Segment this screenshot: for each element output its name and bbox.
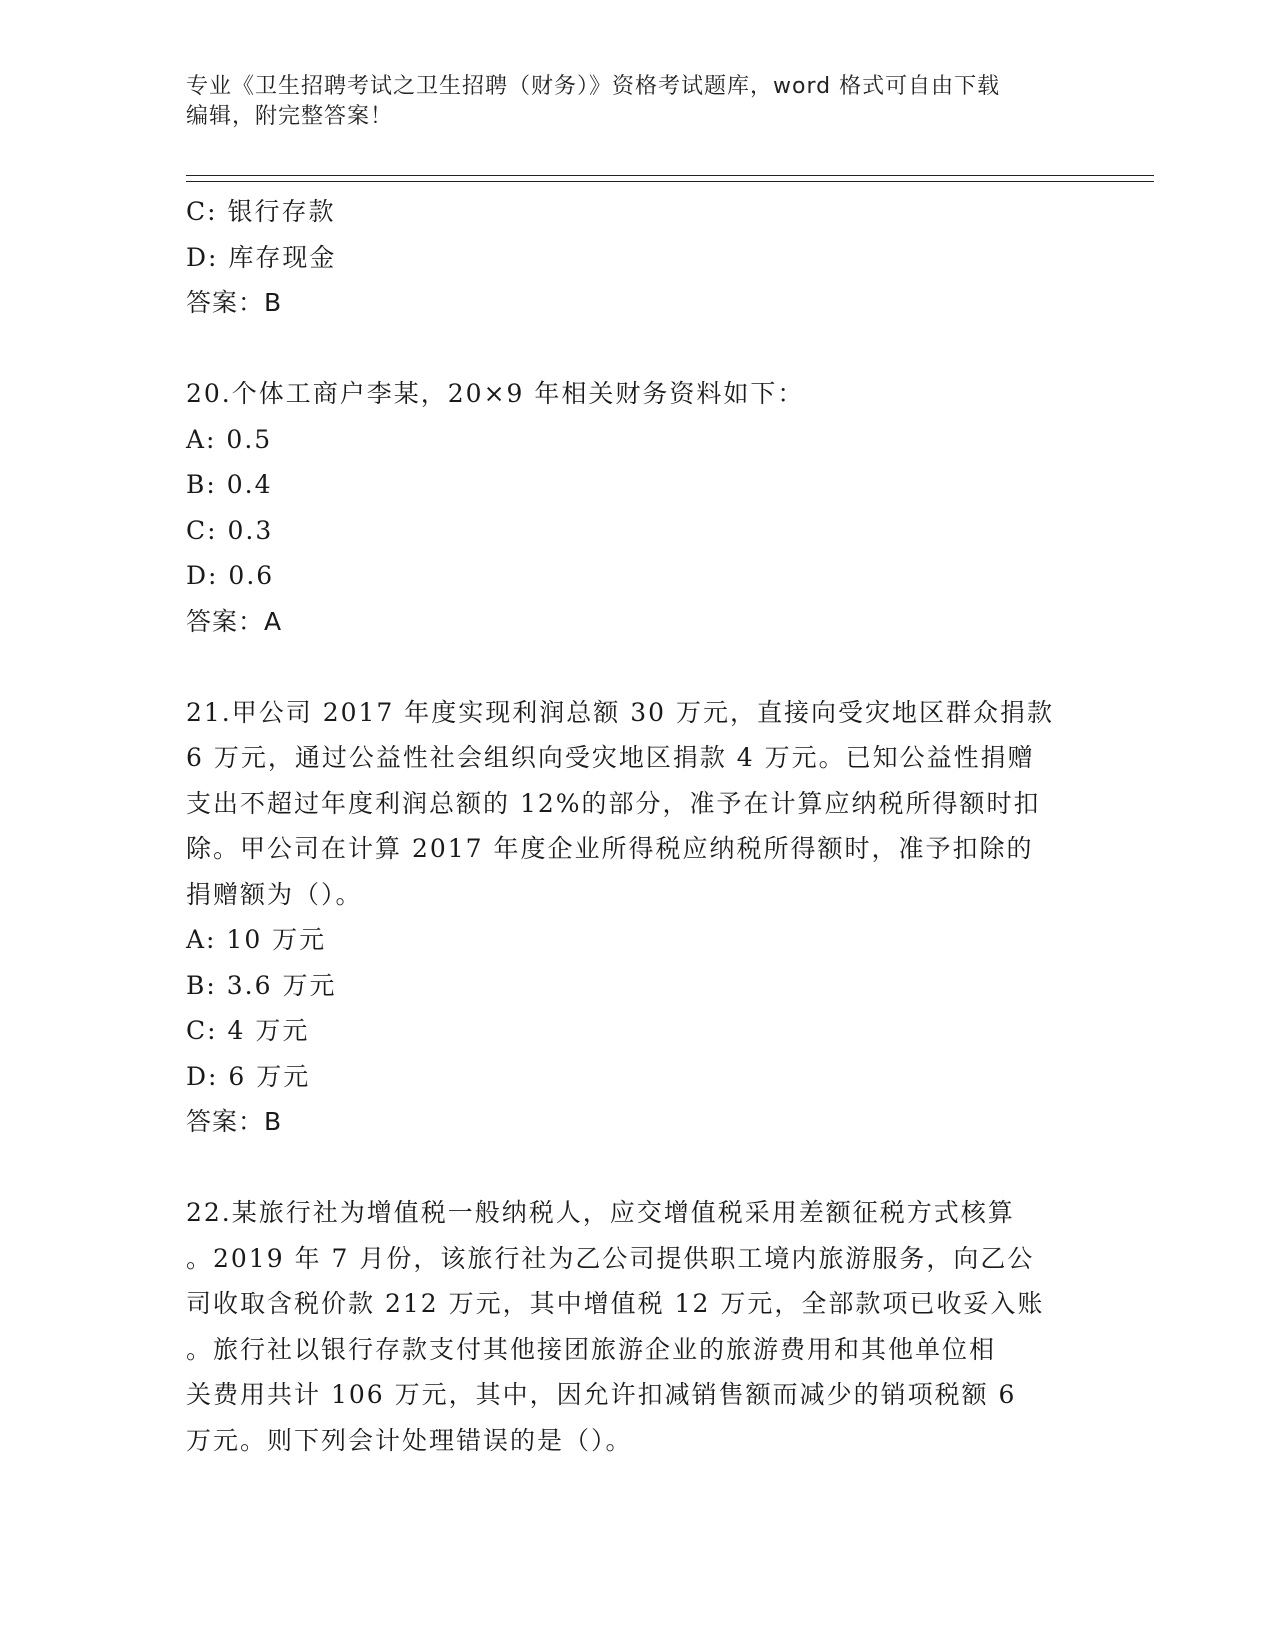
question-stem-line: 关费用共计 106 万元，其中，因允许扣减销售额而减少的销项税额 6: [186, 1380, 1017, 1409]
header-line-2: 编辑，附完整答案！: [186, 104, 394, 129]
option-d: D: 库存现金: [186, 242, 337, 272]
question-stem-line: 。旅行社以银行存款支付其他接团旅游企业的旅游费用和其他单位相: [186, 1334, 997, 1364]
question-21: [186, 690, 1086, 1145]
answer-label: 答案：A: [186, 606, 283, 636]
header-line-1: 专业《卫生招聘考试之卫生招聘（财务）》资格考试题库，word 格式可自由下载: [186, 74, 1001, 99]
option-c: C: 0.3: [186, 515, 274, 545]
question-list: [186, 189, 1086, 1463]
document-header: [186, 72, 1066, 132]
prev-question-tail: [186, 189, 1086, 326]
option-c: C: 4 万元: [186, 1016, 310, 1045]
question-stem-line: 除。甲公司在计算 2017 年度企业所得税应纳税所得额时，准予扣除的: [186, 834, 1034, 863]
question-stem-line: 6 万元，通过公益性社会组织向受灾地区捐款 4 万元。已知公益性捐赠: [186, 743, 1035, 772]
question-stem-line: 21.甲公司 2017 年度实现利润总额 30 万元，直接向受灾地区群众捐款: [186, 697, 1054, 727]
question-stem-line: 司收取含税价款 212 万元，其中增值税 12 万元，全部款项已收妥入账: [186, 1289, 1045, 1318]
header-divider-top: [186, 175, 1154, 176]
header-divider-bottom: [186, 181, 1154, 182]
answer-label: 答案：B: [186, 1107, 283, 1136]
option-c: C: 银行存款: [186, 197, 336, 226]
question-20: [186, 371, 1086, 644]
option-a: A: 10 万元: [186, 925, 327, 954]
option-b: B: 3.6 万元: [186, 970, 337, 1000]
question-stem-line: 支出不超过年度利润总额的 12%的部分，准予在计算应纳税所得额时扣: [186, 788, 1041, 818]
option-b: B: 0.4: [186, 470, 273, 499]
question-stem-line: 。2019 年 7 月份，该旅行社为乙公司提供职工境内旅游服务，向乙公: [186, 1243, 1035, 1273]
question-22: [186, 1190, 1086, 1463]
question-stem-line: 22.某旅行社为增值税一般纳税人，应交增值税采用差额征税方式核算: [186, 1198, 1015, 1227]
option-d: D: 0.6: [186, 561, 275, 590]
option-a: A: 0.5: [186, 424, 273, 454]
question-stem: 20.个体工商户李某，20×9 年相关财务资料如下：: [186, 379, 805, 408]
option-d: D: 6 万元: [186, 1061, 311, 1091]
answer-label: 答案：B: [186, 288, 283, 317]
question-stem-line: 捐赠额为（）。: [186, 879, 363, 909]
question-stem-line: 万元。则下列会计处理错误的是（）。: [186, 1425, 633, 1455]
